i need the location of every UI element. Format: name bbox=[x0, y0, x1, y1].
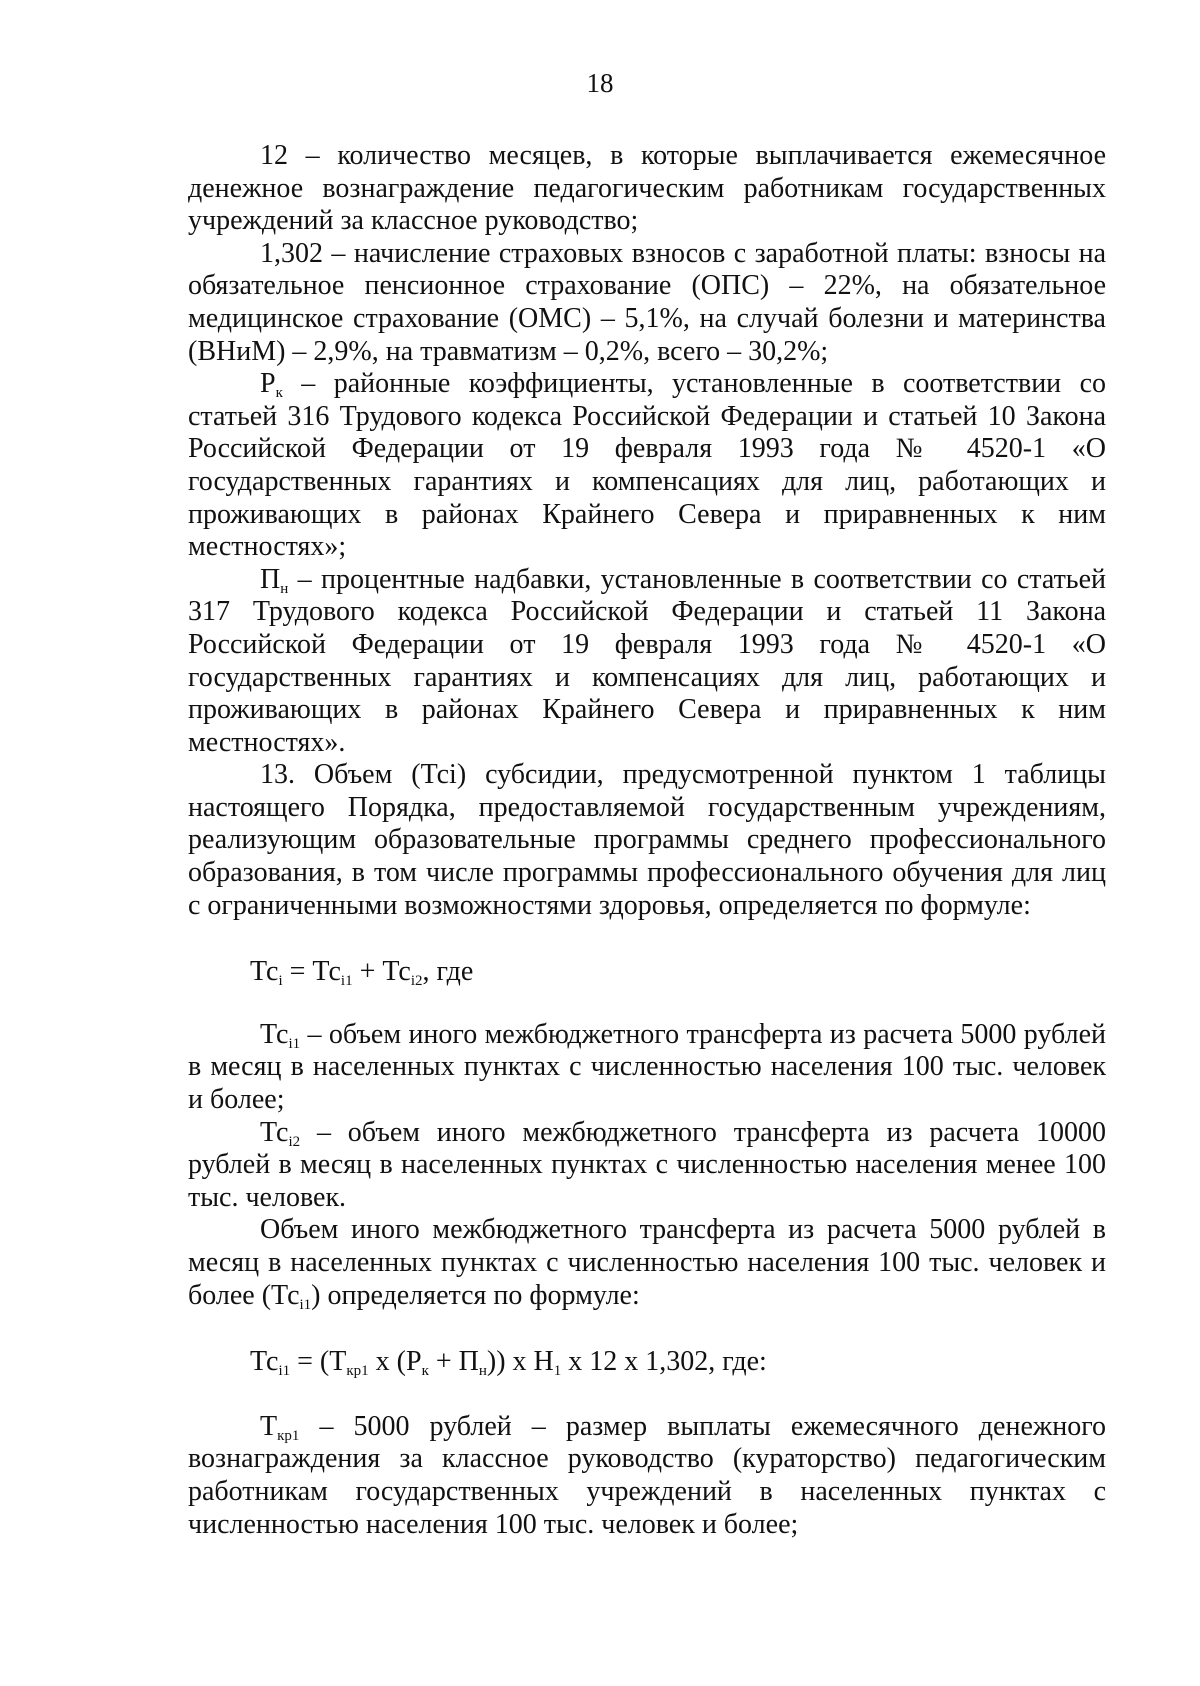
paragraph-12-months: 12 – количество месяцев, в которые выплачивается ежемесячное денежное вознаграждение педагогическим работникам государственных учреждений за классное руководство; bbox=[188, 140, 1106, 237]
formula-subscript: н bbox=[478, 1363, 487, 1380]
paragraph-text: Объем иного межбюджетного трансферта из расчета 5000 рублей в месяц в населенных пунктах с численностью населения 100 тыс. человек и более (Тс bbox=[188, 1214, 1106, 1311]
symbol-subscript: i1 bbox=[299, 1296, 312, 1313]
symbol-text: Т bbox=[260, 1410, 278, 1442]
paragraph-text: – объем иного межбюджетного трансферта из расчета 5000 рублей в месяц в населенных пунктах с численностью населения 100 тыс. человек и более; bbox=[188, 1018, 1106, 1116]
paragraph-transfer-volume bbox=[188, 1214, 1106, 1312]
formula-part: = (Т bbox=[290, 1346, 347, 1378]
symbol-text: Тс bbox=[260, 1116, 289, 1148]
formula-part: + П bbox=[428, 1346, 479, 1378]
paragraph-text: – процентные надбавки, установленные в соответствии со статьей 317 Трудового кодекса Российской Федерации и статьей 11 Закона Российской Федерации от 19 февраля 1993 года № 4520-1 «О государственных гарантиях и компенсациях для лиц, работающих и проживающих в районах Крайнего Севера и приравненных к ним местностях». bbox=[188, 563, 1106, 758]
symbol-subscript: i1 bbox=[288, 1035, 301, 1052]
formula-subscript: к bbox=[421, 1363, 429, 1380]
symbol-text: Тс bbox=[260, 1018, 289, 1050]
formula-part: )) х Н bbox=[486, 1346, 554, 1378]
formula-tci1 bbox=[188, 1346, 1106, 1379]
formula-subscript: i2 bbox=[410, 973, 423, 990]
paragraph-text: – 5000 рублей – размер выплаты ежемесячного денежного вознаграждения за классное руководство (кураторство) педагогическим работникам государственных учреждений в населенных пунктах с численностью населения 100 тыс. человек и более; bbox=[188, 1410, 1106, 1540]
symbol-subscript: i2 bbox=[288, 1133, 301, 1150]
symbol-subscript: н bbox=[280, 580, 289, 597]
formula-part: , где bbox=[422, 956, 474, 988]
symbol-subscript: кр1 bbox=[277, 1427, 300, 1444]
paragraph-tkr1-definition bbox=[188, 1411, 1106, 1541]
document-body bbox=[188, 140, 1106, 1541]
symbol-subscript: к bbox=[275, 385, 283, 402]
paragraph-tci2-definition bbox=[188, 1117, 1106, 1215]
paragraph-13-subsidy-volume: 13. Объем (Тсi) субсидии, предусмотренной пунктом 1 таблицы настоящего Порядка, предоставляемой государственным учреждениям, реализующим образовательные программы среднего профессионального образования, в том числе программы профессионального обучения для лиц с ограниченными возможностями здоровья, определяется по формуле: bbox=[188, 759, 1106, 921]
formula-part: = Тс bbox=[282, 956, 341, 988]
paragraph-regional-coefficients bbox=[188, 368, 1106, 564]
page-number: 18 bbox=[586, 68, 614, 98]
formula-part: Тс bbox=[250, 956, 279, 988]
symbol-text: Р bbox=[260, 368, 276, 400]
formula-subscript: i1 bbox=[340, 973, 353, 990]
paragraph-insurance-rate: 1,302 – начисление страховых взносов с заработной платы: взносы на обязательное пенсионное страхование (ОПС) – 22%, на обязательное медицинское страхование (ОМС) – 5,1%, на случай болезни и материнства (ВНиМ) – 2,9%, на травматизм – 0,2%, всего – 30,2%; bbox=[188, 237, 1106, 367]
symbol-text: П bbox=[260, 563, 281, 595]
formula-part: Тс bbox=[250, 1346, 279, 1378]
formula-tci bbox=[188, 956, 1106, 989]
paragraph-tci1-definition bbox=[188, 1019, 1106, 1117]
formula-part: + Тс bbox=[352, 956, 411, 988]
formula-subscript: i1 bbox=[278, 1363, 291, 1380]
formula-subscript: 1 bbox=[553, 1363, 562, 1380]
formula-subscript: кр1 bbox=[346, 1363, 369, 1380]
formula-subscript: i bbox=[278, 973, 283, 990]
paragraph-text-tail: ) определяется по формуле: bbox=[311, 1279, 640, 1311]
formula-part: х (Р bbox=[368, 1346, 422, 1378]
formula-part: х 12 х 1,302, где: bbox=[561, 1346, 767, 1378]
paragraph-percentage-allowances bbox=[188, 564, 1106, 760]
paragraph-text: – районные коэффициенты, установленные в соответствии со статьей 316 Трудового кодекса Российской Федерации и статьей 10 Закона Российской Федерации от 19 февраля 1993 года № 4520-1 «О государственных гарантиях и компенсациях для лиц, работающих и проживающих в районах Крайнего Севера и приравненных к ним местностях»; bbox=[188, 368, 1106, 563]
paragraph-text: – объем иного межбюджетного трансферта из расчета 10000 рублей в месяц в населенных пунктах с численностью населения менее 100 тыс. человек. bbox=[188, 1116, 1106, 1213]
